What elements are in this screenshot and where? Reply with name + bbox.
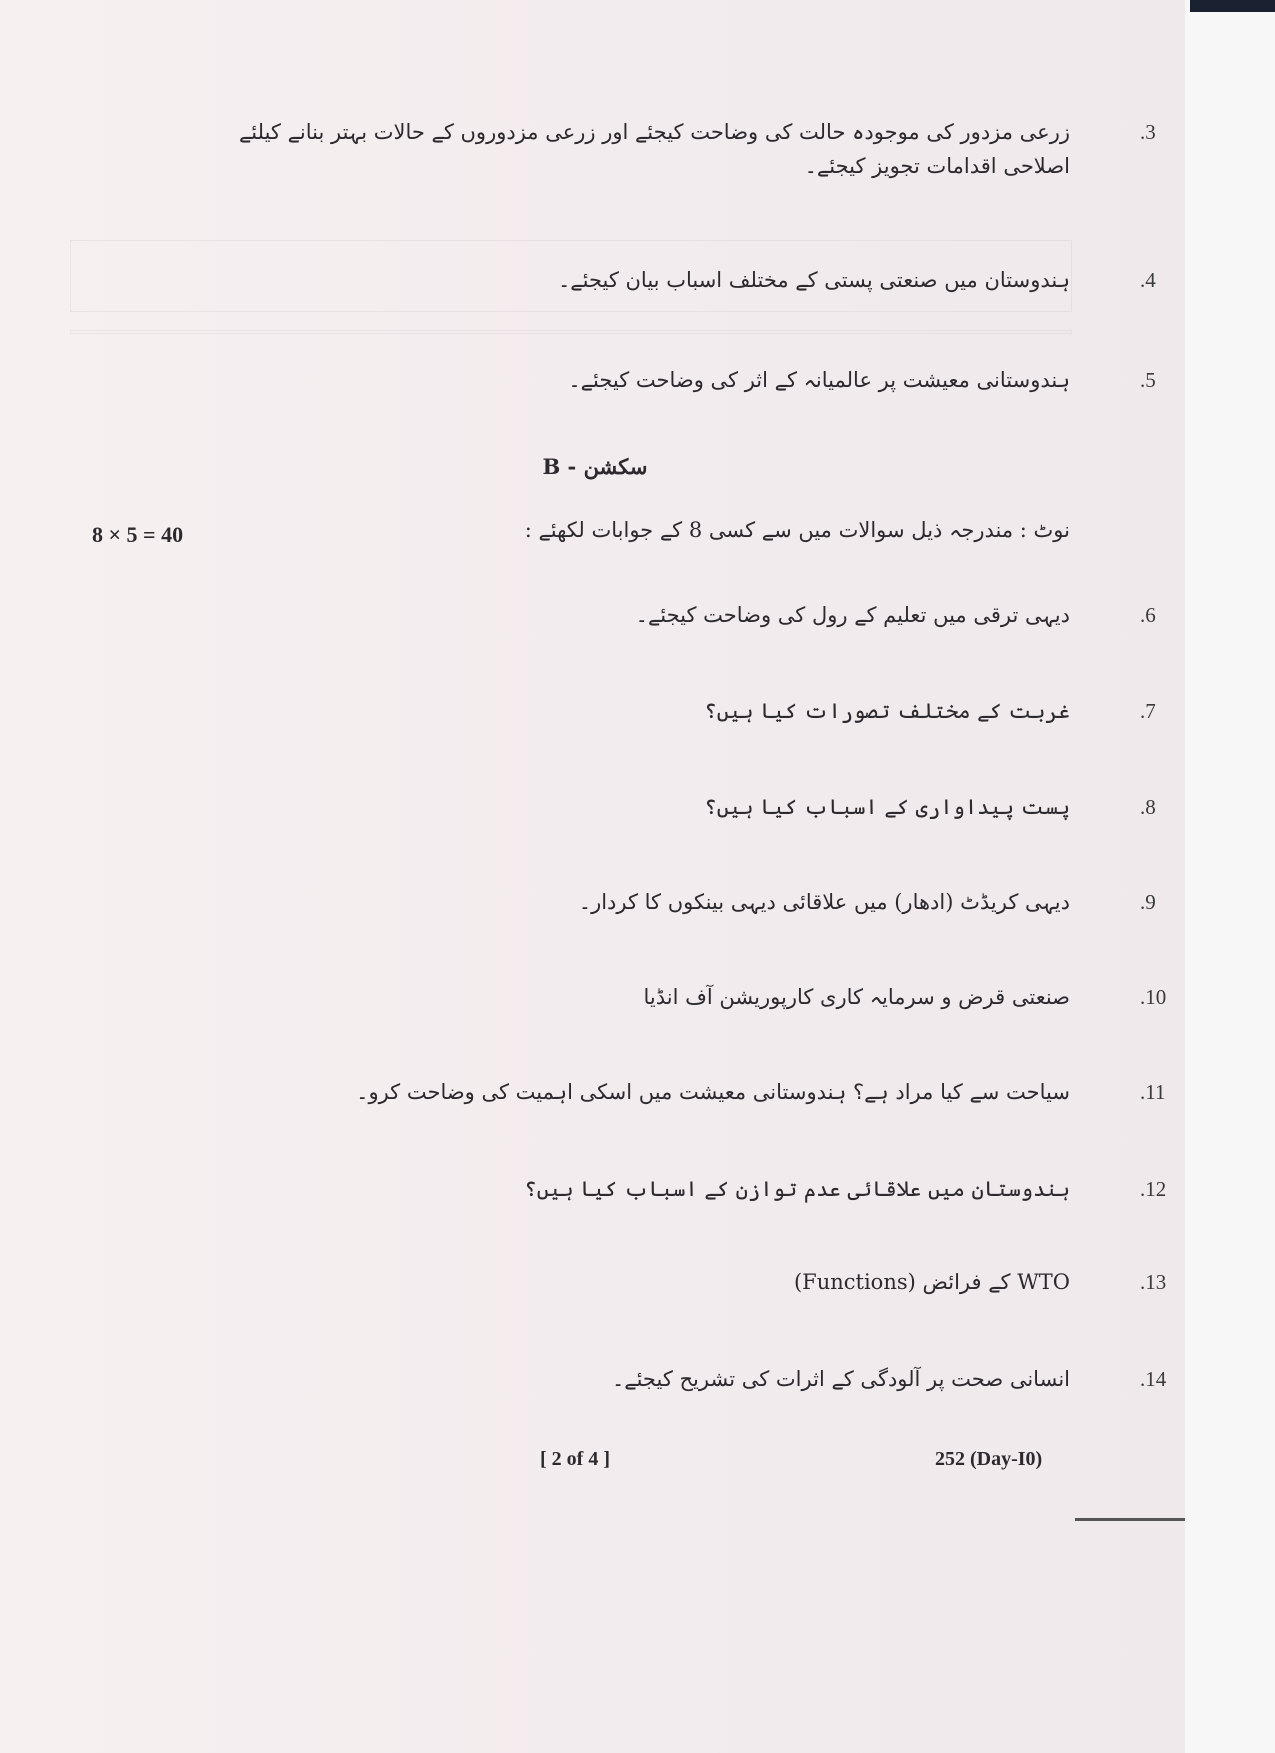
scan-edge-mark bbox=[1075, 1518, 1185, 1521]
question-9 bbox=[578, 885, 1156, 919]
page-number: [ 2 of 4 ] bbox=[540, 1448, 610, 1470]
question-text: ہندوستانی معیشت پر عالمیانہ کے اثر کی وضاحت کیجئے۔ bbox=[568, 368, 1070, 392]
show-through-line bbox=[70, 330, 1072, 334]
question-3 bbox=[170, 115, 1156, 183]
question-text: زرعی مزدور کی موجودہ حالت کی وضاحت کیجئے اور زرعی مزدوروں کے حالات بہتر بنانے کیلئے اصلاحی اقدامات تجویز کیجئے۔ bbox=[238, 120, 1070, 178]
question-5 bbox=[568, 363, 1156, 397]
question-6 bbox=[635, 598, 1156, 632]
question-number: .14 bbox=[1140, 1367, 1167, 1391]
question-number: .11 bbox=[1140, 1080, 1166, 1104]
scan-corner-mark bbox=[1190, 0, 1275, 12]
question-14 bbox=[611, 1362, 1167, 1396]
question-12 bbox=[524, 1172, 1167, 1206]
question-text: سیاحت سے کیا مراد ہے؟ ہندوستانی معیشت میں اسکی اہمیت کی وضاحت کرو۔ bbox=[356, 1080, 1070, 1104]
question-text: صنعتی قرض و سرمایہ کاری کارپوریشن آف انڈیا bbox=[643, 985, 1070, 1009]
question-text: غربت کے مختلف تصورات کیا ہیں؟ bbox=[704, 699, 1070, 723]
question-number: .9 bbox=[1140, 890, 1156, 914]
section-title: سکشن - B bbox=[542, 454, 648, 479]
question-text: ہندوستان میں علاقائی عدم توازن کے اسباب کیا ہیں؟ bbox=[524, 1177, 1070, 1201]
question-text: دیہی ترقی میں تعلیم کے رول کی وضاحت کیجئے۔ bbox=[635, 603, 1070, 627]
question-text: دیہی کریڈٹ (ادھار) میں علاقائی دیہی بینکوں کا کردار۔ bbox=[578, 890, 1070, 914]
question-number: .8 bbox=[1140, 795, 1156, 819]
question-number: .3 bbox=[1140, 120, 1156, 144]
question-10 bbox=[643, 980, 1167, 1014]
question-text: WTO کے فرائض (Functions) bbox=[793, 1270, 1070, 1294]
question-13 bbox=[793, 1265, 1167, 1299]
question-text: ہندوستان میں صنعتی پستی کے مختلف اسباب بیان کیجئے۔ bbox=[558, 268, 1070, 292]
question-number: .10 bbox=[1140, 985, 1167, 1009]
marks-allocation: 8 × 5 = 40 bbox=[92, 522, 184, 547]
question-text: پست پیداواری کے اسباب کیا ہیں؟ bbox=[704, 795, 1070, 819]
question-11 bbox=[356, 1075, 1166, 1109]
question-number: .7 bbox=[1140, 699, 1156, 723]
paper-code: 252 (Day-I0) bbox=[935, 1448, 1043, 1470]
question-number: .6 bbox=[1140, 603, 1156, 627]
question-text: انسانی صحت پر آلودگی کے اثرات کی تشریح کیجئے۔ bbox=[611, 1367, 1070, 1391]
question-number: .4 bbox=[1140, 268, 1156, 292]
question-number: .12 bbox=[1140, 1177, 1167, 1201]
question-number: .5 bbox=[1140, 368, 1156, 392]
instruction-note: نوٹ : مندرجہ ذیل سوالات میں سے کسی 8 کے جوابات لکھئے : bbox=[524, 518, 1070, 542]
question-7 bbox=[704, 694, 1156, 728]
question-4 bbox=[558, 263, 1156, 297]
question-number: .13 bbox=[1140, 1270, 1167, 1294]
question-8 bbox=[704, 790, 1156, 824]
